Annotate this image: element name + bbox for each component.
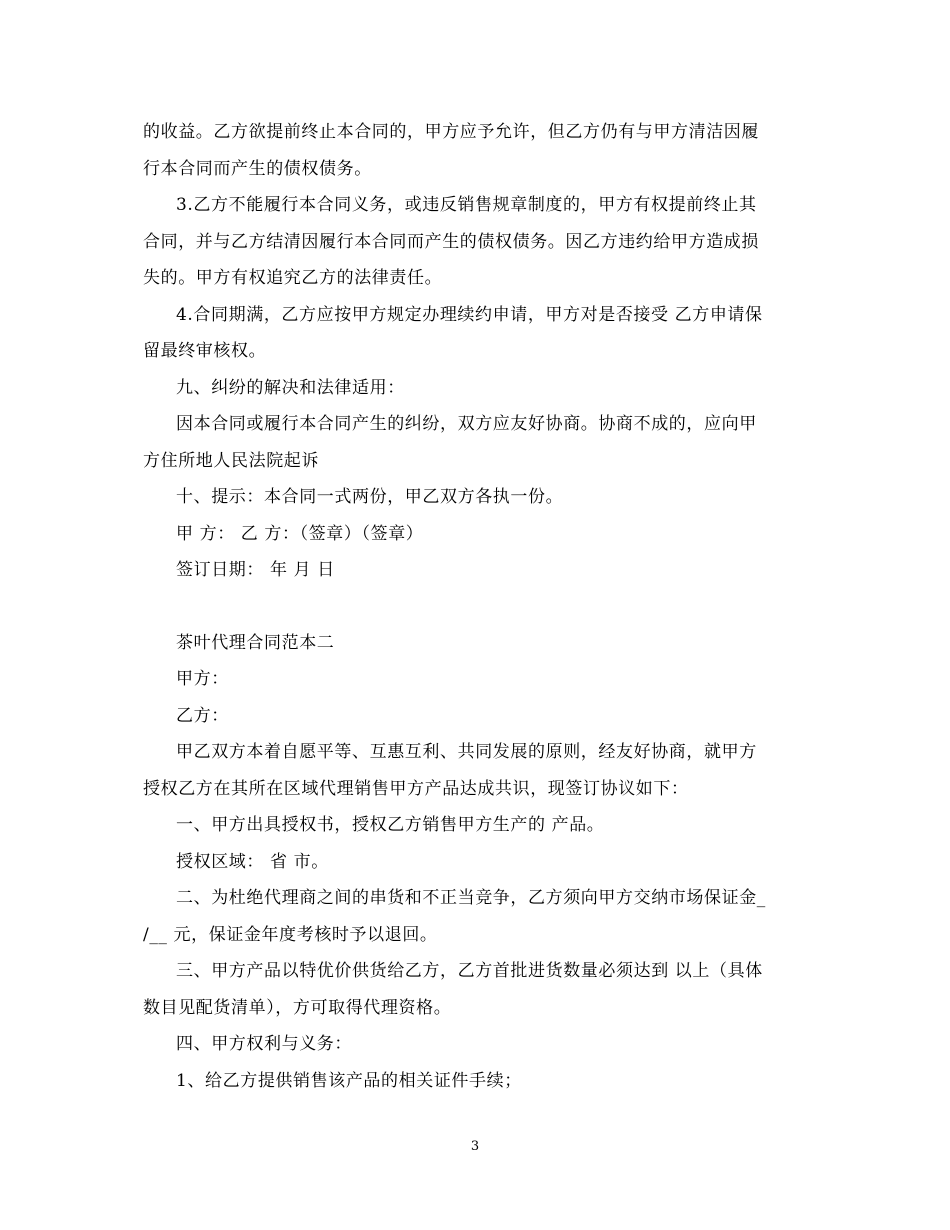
- text-line: 行本合同而产生的债权债务。: [143, 158, 372, 179]
- text-line: 二、为杜绝代理商之间的串货和不正当竞争，乙方须向甲方交纳市场保证金_: [176, 888, 766, 908]
- text-line: 方住所地人民法院起诉: [143, 450, 319, 471]
- text-line: 留最终审核权。: [143, 341, 267, 361]
- document-body: [143, 114, 808, 1099]
- text-line: 数目见配货清单），方可取得代理资格。: [143, 997, 452, 1018]
- paragraph-gap: [143, 589, 808, 625]
- text-line: 授权区域： 省 市。: [176, 851, 329, 872]
- text-line: 十、提示：本合同一式两份，甲乙双方各执一份。: [176, 487, 564, 507]
- text-line: 甲乙双方本着自愿平等、互惠互利、共同发展的原则，经友好协商，就甲方: [176, 742, 757, 762]
- text-line: 因本合同或履行本合同产生的纠纷，双方应友好协商。协商不成的，应向甲: [176, 414, 757, 434]
- text-line: 合同，并与乙方结清因履行本合同而产生的债权债务。因乙方违约给甲方造成损: [143, 231, 759, 252]
- text-line: 授权乙方在其所在区域代理销售甲方产品达成共识，现签订协议如下：: [143, 778, 689, 799]
- text-line: 一、甲方出具授权书，授权乙方销售甲方生产的 产品。: [176, 815, 605, 835]
- text-line: 三、甲方产品以特优价供货给乙方，乙方首批进货数量必须达到 以上（具体: [176, 961, 763, 981]
- text-line: 甲 方： 乙 方：（签章）（签章）: [176, 523, 424, 544]
- page-number: 3: [470, 1139, 480, 1154]
- text-line: 3.乙方不能履行本合同义务，或违反销售规章制度的，甲方有权提前终止其: [176, 195, 757, 215]
- text-line: 茶叶代理合同范本二: [176, 632, 335, 653]
- text-line: 乙方：: [176, 705, 229, 726]
- text-line: 1、给乙方提供销售该产品的相关证件手续；: [176, 1070, 522, 1091]
- text-line: 的收益。乙方欲提前终止本合同的，甲方应予允许，但乙方仍有与甲方清洁因履: [143, 122, 759, 142]
- text-line: 甲方：: [176, 669, 229, 689]
- text-line: /__ 元，保证金年度考核时予以退回。: [143, 924, 438, 945]
- text-line: 签订日期： 年 月 日: [176, 560, 335, 580]
- text-line: 4.合同期满，乙方应按甲方规定办理续约申请，甲方对是否接受 乙方申请保: [176, 304, 763, 325]
- text-line: 失的。甲方有权追究乙方的法律责任。: [143, 268, 443, 288]
- text-line: 四、甲方权利与义务：: [176, 1034, 352, 1054]
- text-line: 九、纠纷的解决和法律适用：: [176, 377, 405, 398]
